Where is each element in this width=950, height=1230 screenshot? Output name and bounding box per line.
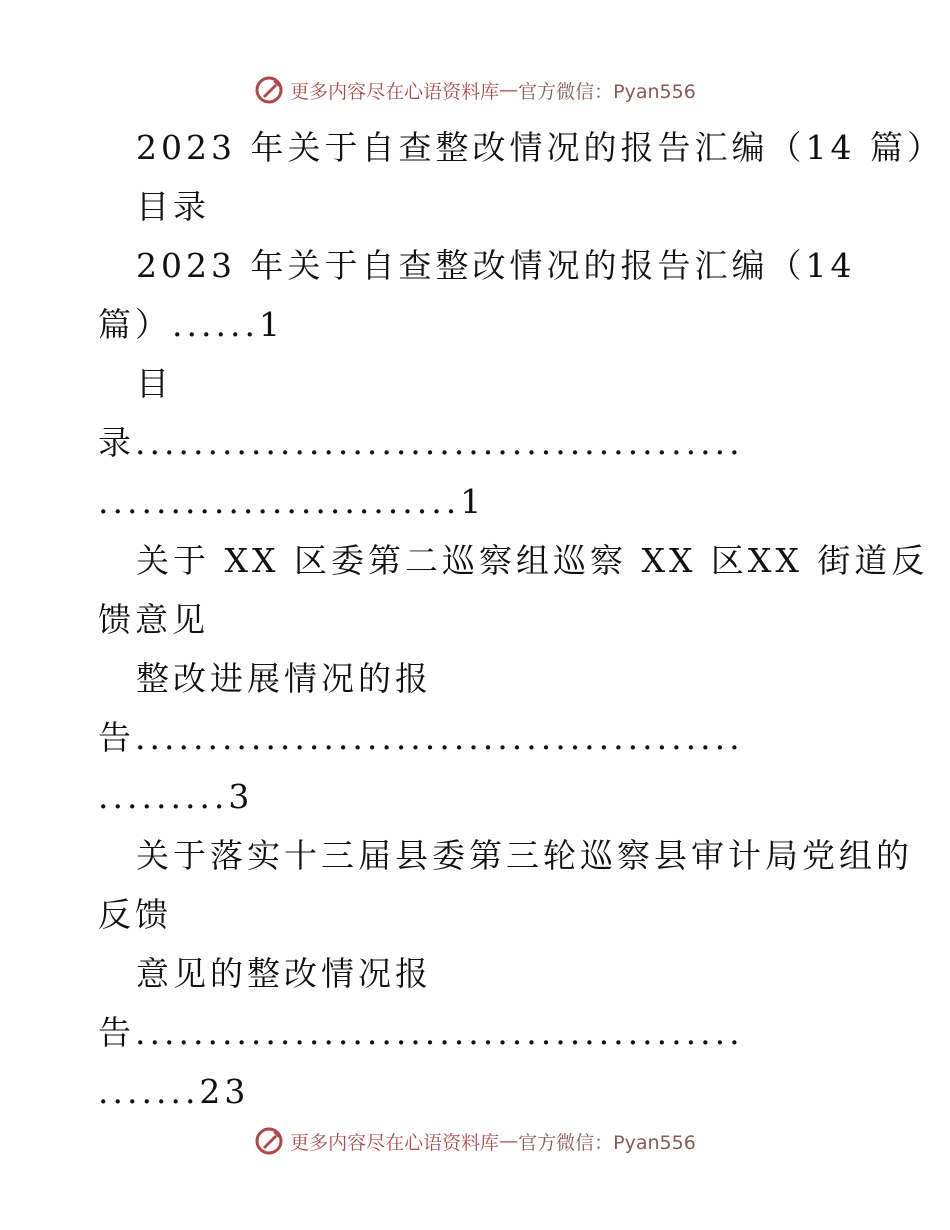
watermark-contact-text: 官方微信：Pyan556 <box>518 1131 696 1154</box>
quill-seal-icon <box>254 1126 284 1156</box>
doc-line: 馈意见 <box>98 600 209 639</box>
quill-seal-icon <box>254 75 284 105</box>
doc-line: 关于落实十三届县委第三轮巡察县审计局党组的 <box>136 836 913 875</box>
watermark-separator: — <box>499 79 519 101</box>
doc-line: 目录 <box>136 187 210 226</box>
footer-watermark <box>0 1121 950 1161</box>
doc-line: 告.......................................... <box>98 718 744 757</box>
doc-line: .........................1 <box>98 482 486 521</box>
watermark-main-text: 更多内容尽在心语资料库 <box>290 80 500 103</box>
watermark-main-text: 更多内容尽在心语资料库 <box>290 1131 500 1154</box>
doc-line: .......23 <box>98 1072 250 1111</box>
doc-line: .........3 <box>98 777 254 816</box>
doc-line: 告.......................................... <box>98 1013 744 1052</box>
document-body <box>98 118 944 1121</box>
doc-line: 目 <box>136 364 173 403</box>
doc-line: 反馈 <box>98 895 172 934</box>
doc-line: 意见的整改情况报 <box>136 954 432 993</box>
watermark-contact-text: 官方微信：Pyan556 <box>518 80 696 103</box>
doc-line: 整改进展情况的报 <box>136 659 432 698</box>
doc-line: 2023 年关于自查整改情况的报告汇编（14 <box>136 246 856 285</box>
doc-line: 关于 XX 区委第二巡察组巡察 XX 区XX 街道反 <box>136 541 929 580</box>
watermark-separator: — <box>499 1130 519 1152</box>
doc-line: 录.......................................... <box>98 423 744 462</box>
header-watermark <box>0 70 950 110</box>
doc-line: 2023 年关于自查整改情况的报告汇编（14 篇） <box>136 128 944 167</box>
doc-line: 篇）......1 <box>98 305 284 344</box>
